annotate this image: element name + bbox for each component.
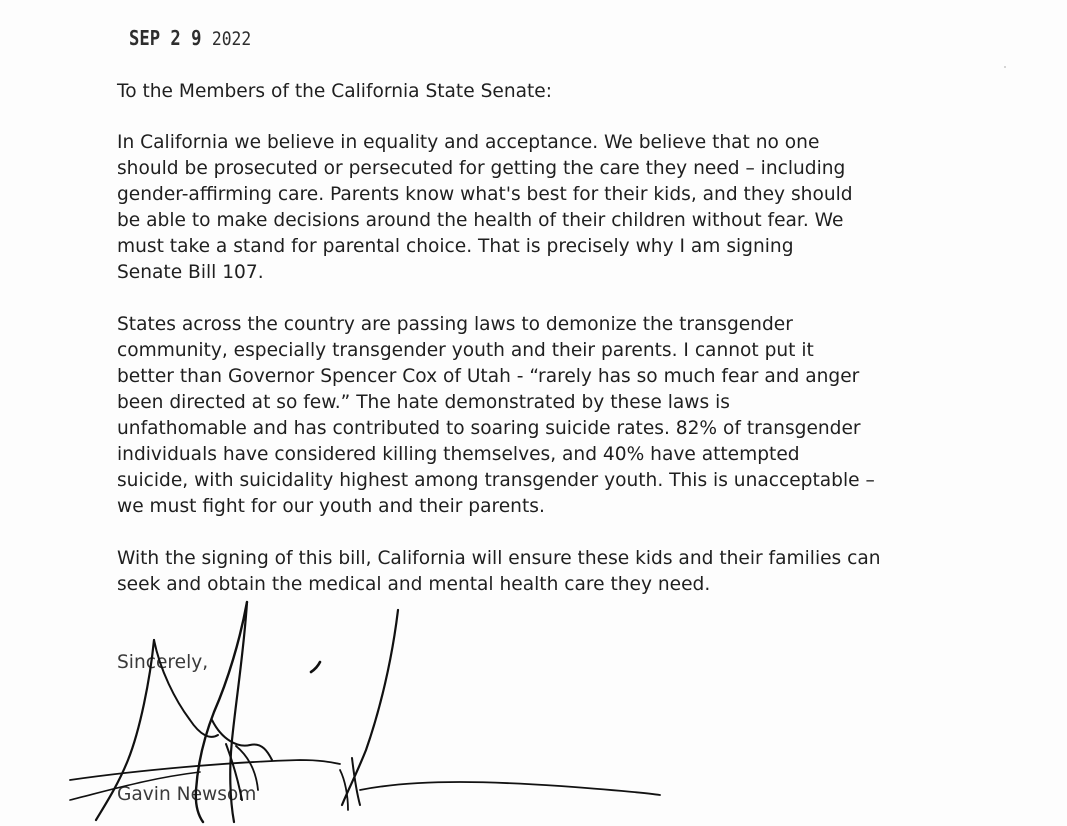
signature-stroke — [352, 758, 360, 805]
signature-stroke — [360, 782, 660, 795]
paragraph-1: In California we believe in equality and acceptance. We believe that no one should be prosecuted or persecuted for getting the care they need – including gender-affirming care. Parents know what's best for their kids, and they should be able to make decisions around the health of their children without fear. We must take a stand for parental choice. That is precisely why I am signing Senate Bill 107. — [117, 132, 853, 283]
date-stamp-year: 2022 — [211, 28, 252, 50]
date-stamp — [129, 26, 251, 50]
signer-name: Gavin Newsom — [117, 784, 257, 805]
signature-stroke — [311, 662, 320, 672]
date-stamp-month-day: SEP 2 9 — [129, 26, 202, 50]
salutation: To the Members of the California State Senate: — [117, 81, 552, 102]
closing-line: Sincerely, — [117, 652, 209, 673]
paragraph-2: States across the country are passing laws to demonize the transgender community, especially transgender youth and their parents. I cannot put it better than Governor Spencer Cox of Utah - “rarely has so much fear and anger been directed at so few.” The hate demonstrated by these laws is unfathomable and has contributed to soaring suicide rates. 82% of transgender individuals have considered killing themselves, and 40% have attempted suicide, with suicidality highest among transgender youth. This is unacceptable – we must fight for our youth and their parents. — [117, 314, 875, 517]
paper-speck — [1004, 66, 1006, 68]
letter-body — [117, 79, 977, 624]
signature-stroke — [340, 770, 348, 810]
paragraph-3: With the signing of this bill, California will ensure these kids and their families can seek and obtain the medical and mental health care they need. — [117, 548, 881, 595]
signature-stroke — [212, 720, 272, 760]
signature-stroke — [70, 760, 340, 780]
signature-stroke — [342, 610, 398, 805]
